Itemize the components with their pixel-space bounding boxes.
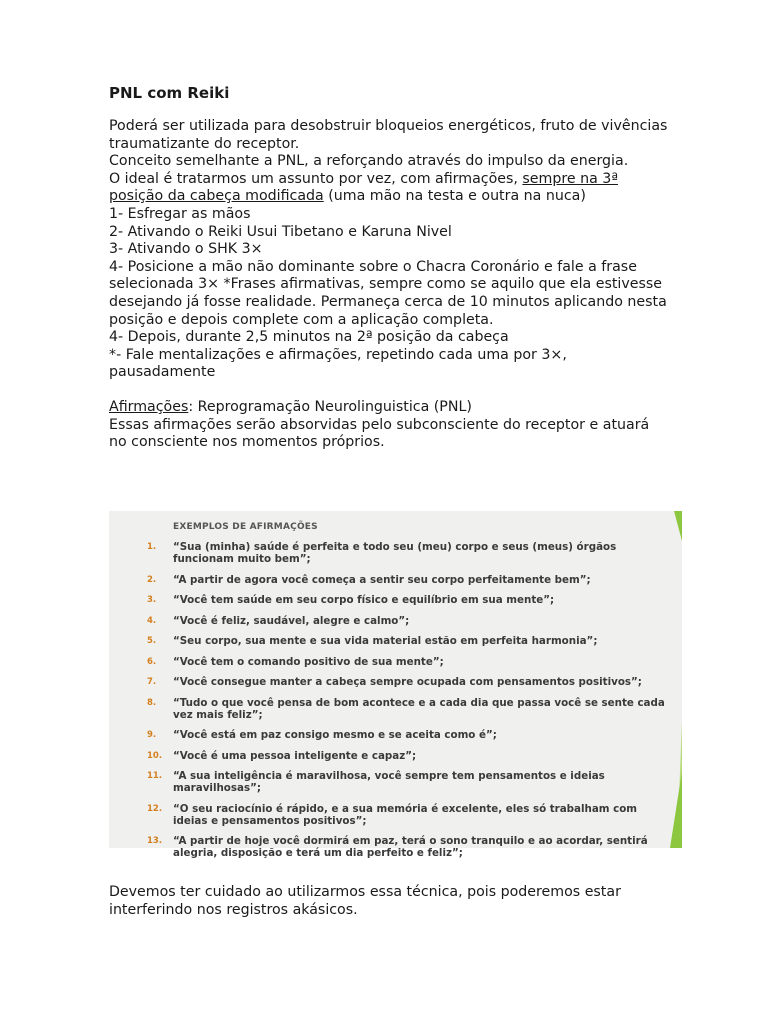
intro-p3-start: O ideal é tratarmos um assunto por vez, com afirmações, xyxy=(109,170,523,187)
intro-paragraph-3 xyxy=(109,171,669,206)
step-note: *- Fale mentalizações e afirmações, repetindo cada uma por 3×, pausadamente xyxy=(109,346,567,381)
example-text: “Você está em paz consigo mesmo e se aceita como é”; xyxy=(173,729,497,741)
example-text: “A partir de hoje você dormirá em paz, terá o sono tranquilo e ao acordar, sentirá alegria, disposição e terá um dia perfeito e feliz”; xyxy=(173,835,648,859)
closing-paragraph-wrapper xyxy=(109,884,669,919)
example-item xyxy=(147,541,671,565)
affirmations-label: Afirmações xyxy=(109,398,189,415)
green-corner-decoration xyxy=(674,511,682,541)
affirmations-heading xyxy=(109,399,669,417)
affirmations-label-rest: : Reprogramação Neurolinguistica (PNL) xyxy=(188,398,472,415)
example-number: 9. xyxy=(147,730,157,740)
example-text: “A sua inteligência é maravilhosa, você sempre tem pensamentos e ideias maravilhosas”; xyxy=(173,770,605,794)
example-item xyxy=(147,574,671,586)
example-number: 13. xyxy=(147,836,163,846)
example-number: 11. xyxy=(147,771,163,781)
step-3: 3- Ativando o SHK 3× xyxy=(109,241,263,258)
example-number: 8. xyxy=(147,697,157,708)
example-item xyxy=(147,750,671,762)
example-text: “Você consegue manter a cabeça sempre ocupada com pensamentos positivos”; xyxy=(173,676,642,688)
example-text: “A partir de agora você começa a sentir seu corpo perfeitamente bem”; xyxy=(173,573,591,586)
example-number: 2. xyxy=(147,574,157,585)
example-text: “O seu raciocínio é rápido, e a sua memória é excelente, eles só trabalham com ideias e pensamentos positivos”; xyxy=(173,802,638,827)
document-body xyxy=(109,84,669,452)
page-title: PNL com Reiki xyxy=(109,84,230,102)
step-1: 1- Esfregar as mãos xyxy=(109,205,251,222)
step-2: 2- Ativando o Reiki Usui Tibetano e Karuna Nivel xyxy=(109,223,452,240)
step-4b: 4- Depois, durante 2,5 minutos na 2ª posição da cabeça xyxy=(109,329,509,346)
example-text: “Você é feliz, saudável, alegre e calmo”; xyxy=(173,614,410,627)
example-item xyxy=(147,835,671,859)
example-item xyxy=(147,803,671,827)
step-4: 4- Posicione a mão não dominante sobre o Chacra Coronário e fale a frase selecionada 3× *Frases afirmativas, sempre como se aquilo que ela estivesse desejando já fosse realidade. Permaneça cerca de 10 minutos aplicando nesta posição e depois complete com a aplicação completa. xyxy=(109,258,667,328)
example-item xyxy=(147,615,671,627)
examples-image xyxy=(109,511,682,859)
affirmations-text: Essas afirmações serão absorvidas pelo subconsciente do receptor e atuará no consciente nos momentos próprios. xyxy=(109,416,650,451)
example-item xyxy=(147,656,671,668)
example-number: 4. xyxy=(147,615,157,626)
example-number: 1. xyxy=(147,542,157,552)
example-text: “Tudo o que você pensa de bom acontece e a cada dia que passa você se sente cada vez mais feliz”; xyxy=(173,696,665,721)
example-text: “Sua (minha) saúde é perfeita e todo seu (meu) corpo e seus (meus) órgãos funcionam muito bem”; xyxy=(173,541,617,565)
example-number: 10. xyxy=(147,750,163,761)
intro-p3-end: (uma mão na testa e outra na nuca) xyxy=(323,188,586,205)
example-item xyxy=(147,729,671,741)
example-item xyxy=(147,770,671,794)
example-text: “Você tem saúde em seu corpo físico e equilíbrio em sua mente”; xyxy=(173,594,555,606)
example-text: “Seu corpo, sua mente e sua vida material estão em perfeita harmonia”; xyxy=(173,635,598,647)
example-number: 6. xyxy=(147,656,157,667)
example-item xyxy=(147,697,671,721)
example-item xyxy=(147,594,671,606)
example-text: “Você é uma pessoa inteligente e capaz”; xyxy=(173,749,417,762)
example-number: 3. xyxy=(147,595,157,605)
green-stripe-decoration xyxy=(670,771,682,848)
example-number: 7. xyxy=(147,677,157,687)
example-item xyxy=(147,635,671,647)
example-number: 12. xyxy=(147,803,163,814)
examples-list xyxy=(147,541,671,868)
intro-paragraph-2: Conceito semelhante a PNL, a reforçando através do impulso da energia. xyxy=(109,153,629,170)
intro-paragraph-1: Poderá ser utilizada para desobstruir bloqueios energéticos, fruto de vivências traumatizante do receptor. xyxy=(109,118,668,152)
examples-heading: EXEMPLOS DE AFIRMAÇÕES xyxy=(173,522,318,532)
example-text: “Você tem o comando positivo de sua mente”; xyxy=(173,655,444,668)
example-item xyxy=(147,676,671,688)
closing-paragraph: Devemos ter cuidado ao utilizarmos essa técnica, pois poderemos estar interferindo nos registros akásicos. xyxy=(109,884,621,918)
example-number: 5. xyxy=(147,636,157,646)
intro-p3-underlined: sempre na 3ª posição da cabeça modificada xyxy=(109,170,619,205)
